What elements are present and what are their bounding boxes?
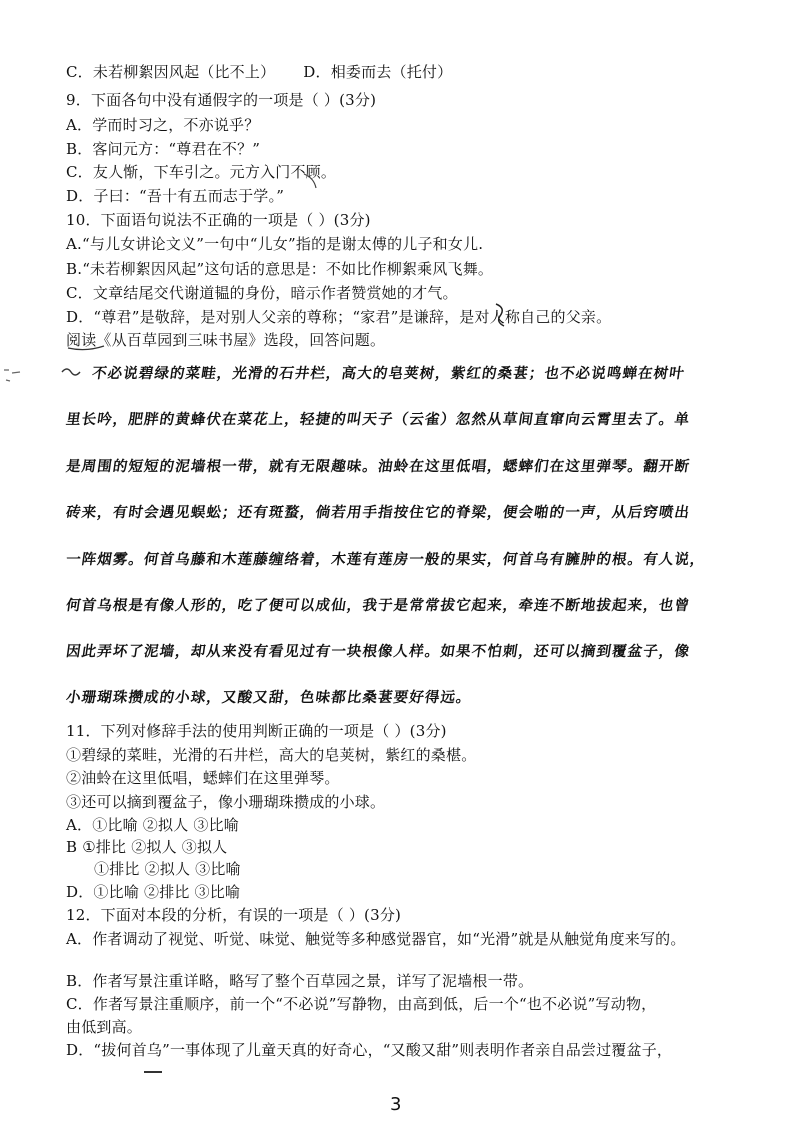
pen-hook-icon (490, 300, 514, 330)
pen-dash-icon (140, 1064, 170, 1080)
passage-line: 小珊瑚珠攒成的小球，又酸又甜，色味都比桑葚要好得远。 (64, 690, 473, 706)
q11-stem: 11．下列对修辞手法的使用判断正确的一项是（ ）(3分) (66, 722, 447, 740)
q11-option-c: ①排比 ②拟人 ③比喻 (94, 860, 241, 878)
q10-option-b: B.“未若柳絮因风起”这句话的意思是：不如比作柳絮乘风飞舞。 (66, 260, 494, 278)
q8-option-c: C．未若柳絮因风起（比不上） (66, 63, 276, 81)
q11-sentence-1: ①碧绿的菜畦，光滑的石井栏，高大的皂荚树，紫红的桑椹。 (66, 746, 477, 764)
q8-option-d: D．相委而去（托付） (303, 63, 453, 81)
q11-sentence-3: ③还可以摘到覆盆子，像小珊瑚珠攒成的小球。 (66, 793, 386, 811)
q11-option-b: B ①排比 ②拟人 ③拟人 (66, 838, 228, 856)
q12-stem: 12．下面对本段的分析，有误的一项是（ ）(3分) (66, 906, 402, 924)
pen-squiggle-icon (58, 362, 88, 382)
passage-line: 里长吟，肥胖的黄蜂伏在菜花上，轻捷的叫天子（云雀）忽然从草间直窜向云霄里去了。单 (64, 412, 692, 428)
q10-stem: 10．下面语句说法不正确的一项是（ ）(3分) (66, 211, 371, 229)
scan-speckle-icon (0, 360, 40, 390)
q11-option-a: A．①比喻 ②拟人 ③比喻 (66, 816, 239, 834)
q9-option-a: A．学而时习之，不亦说乎？ (66, 116, 260, 134)
q11-sentence-2: ②油蛉在这里低唱，蟋蟀们在这里弹琴。 (66, 769, 340, 787)
q12-option-b: B．作者写景注重详略，略写了整个百草园之景，详写了泥墙根一带。 (66, 972, 534, 990)
reading-intro: 阅读《从百草园到三味书屋》选段，回答问题。 (66, 331, 386, 349)
pen-tick-icon (300, 168, 330, 192)
q10-option-d: D．“尊君”是敬辞，是对别人父亲的尊称；“家君”是谦辞，是对人称自己的父亲。 (66, 308, 612, 326)
q12-option-a: A．作者调动了视觉、听觉、味觉、触觉等多种感觉器官，如“光滑”就是从触觉角度来写的。 (66, 930, 686, 948)
passage-line: 何首乌根是有像人形的，吃了便可以成仙，我于是常常拔它起来，牵连不断地拔起来，也曾 (64, 598, 692, 614)
q12-option-d: D．“拔何首乌”一事体现了儿童天真的好奇心，“又酸又甜”则表明作者亲自品尝过覆盆子， (66, 1041, 673, 1059)
underline-mark-icon (66, 340, 106, 354)
passage-line: 一阵烟雾。何首乌藤和木莲藤缠络着，木莲有莲房一般的果实，何首乌有臃肿的根。有人说， (64, 552, 707, 568)
q12-option-c-continued: 由低到高。 (66, 1018, 143, 1036)
passage-line: 不必说碧绿的菜畦，光滑的石井栏，高大的皂荚树，紫红的桑葚；也不必说鸣蝉在树叶 (90, 366, 686, 382)
q12-option-c: C．作者写景注重顺序，前一个“不必说”写静物，由高到低，后一个“也不必说”写动物， (66, 995, 657, 1013)
q10-option-c: C．文章结尾交代谢道韫的身份，暗示作者赞赏她的才气。 (66, 284, 458, 302)
q11-option-d: D．①比喻 ②排比 ③比喻 (66, 883, 241, 901)
q9-option-c: C．友人惭，下车引之。元方入门不顾。 (66, 163, 337, 181)
passage-line: 因此弄坏了泥墙，却从来没有看见过有一块根像人样。如果不怕刺，还可以摘到覆盆子，像 (64, 644, 692, 660)
passage-line: 砖来，有时会遇见蜈蚣；还有斑蝥，倘若用手指按住它的脊梁，便会啪的一声，从后窍喷出 (64, 505, 692, 521)
passage-line: 是周围的短短的泥墙根一带，就有无限趣味。油蛉在这里低唱，蟋蟀们在这里弹琴。翻开断 (64, 459, 692, 475)
q8-options-row (66, 62, 452, 82)
q9-stem: 9．下面各句中没有通假字的一项是（ ）(3分) (66, 91, 377, 109)
q10-option-a: A.“与儿女讲论文义”一句中“儿女”指的是谢太傅的儿子和女儿. (66, 235, 484, 253)
q9-option-b: B．客问元方：“尊君在不？” (66, 140, 261, 158)
q9-option-d: D．子曰：“吾十有五而志于学。” (66, 187, 285, 205)
page-number: 3 (390, 1094, 402, 1115)
